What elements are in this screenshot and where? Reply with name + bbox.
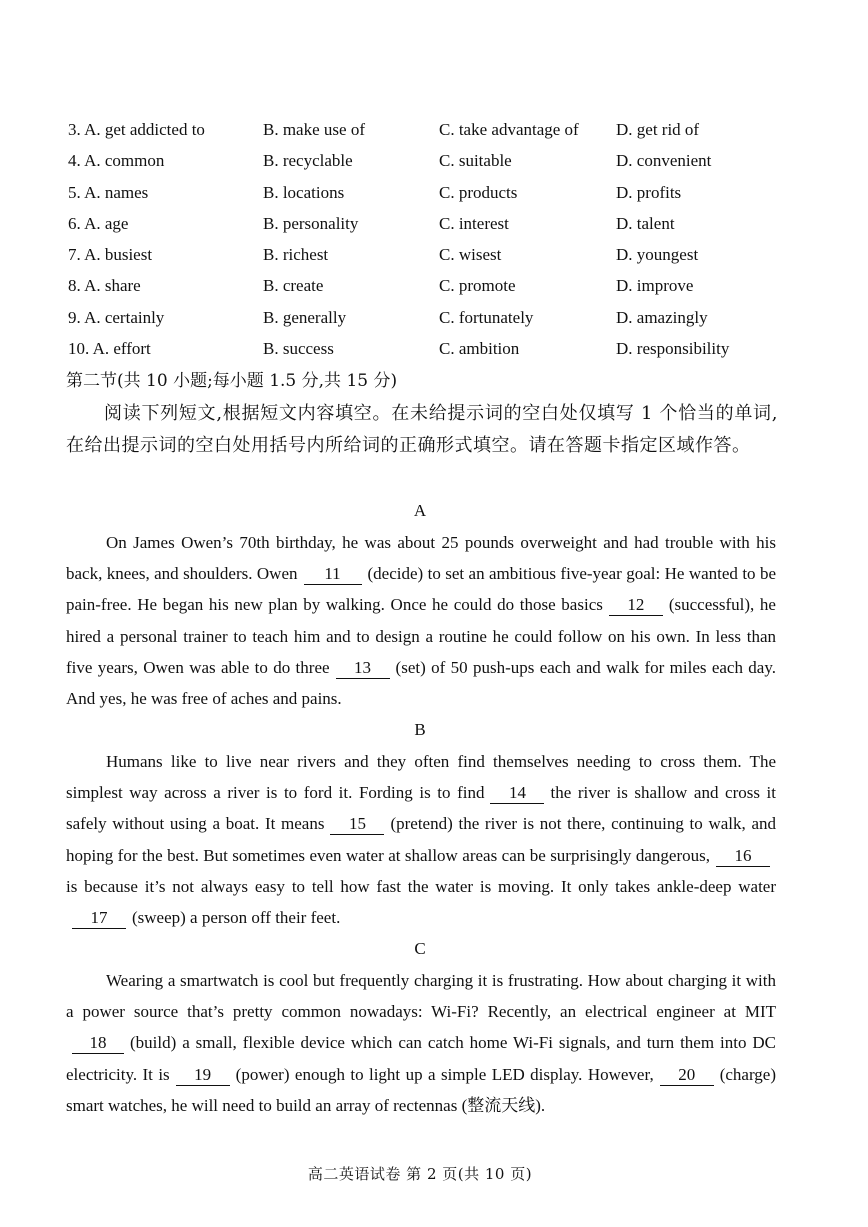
blank-13[interactable]: 13: [336, 658, 390, 679]
option-b: B. personality: [263, 213, 359, 233]
passage-c: [66, 965, 776, 1121]
option-c: C. interest: [439, 213, 509, 233]
option-a: 9. A. certainly: [68, 307, 165, 327]
blank-18[interactable]: 18: [72, 1033, 124, 1054]
passage-text: On James Owen’s 70th birthday, he was about 25 pounds overweight and had trouble with his back, knees, and shoulders. Owen: [66, 533, 776, 584]
option-a: 7. A. busiest: [68, 245, 153, 265]
passage-text: (pretend) the river is not there, continuing to walk, and hoping for the best. But sometimes even water at shallow areas can be surprisingly dangerous,: [66, 814, 776, 865]
blank-15[interactable]: 15: [330, 814, 384, 835]
option-b: B. richest: [263, 245, 329, 265]
option-b: B. locations: [263, 182, 345, 202]
page-footer: 高二英语试卷 第 2 页(共 10 页): [307, 1165, 533, 1183]
option-row: [68, 302, 808, 333]
option-c: C. promote: [439, 276, 516, 296]
option-row: [68, 114, 808, 145]
option-d: D. profits: [616, 182, 682, 202]
option-c: C. take advantage of: [439, 120, 579, 139]
passage-text: Humans like to live near rivers and they often find themselves needing to cross them. The simplest way across a river is to ford it. Fording is to find: [66, 752, 776, 803]
passage-text: Wearing a smartwatch is cool but frequently charging it is frustrating. How about charging it with a power source that’s pretty common nowadays: Wi-Fi? Recently, an electrical engineer at MIT: [66, 971, 776, 1022]
option-d: D. convenient: [616, 151, 712, 171]
option-d: D. talent: [616, 213, 675, 233]
option-d: D. responsibility: [616, 339, 730, 359]
option-d: D. improve: [616, 276, 694, 296]
passage-text: (sweep) a person off their feet.: [132, 908, 341, 928]
passage-text: (successful), he hired a personal trainer to teach him and to design a routine he could follow on his own. In less than five years, Owen was able to do three: [66, 595, 776, 677]
option-d: D. amazingly: [616, 307, 708, 327]
option-c: C. products: [439, 182, 518, 202]
option-c: C. suitable: [439, 151, 512, 171]
option-row: [68, 270, 808, 301]
passage-text: (decide) to set an ambitious five-year goal: He wanted to be pain-free. He began his new plan by walking. Once he could do those basics: [66, 564, 777, 615]
option-b: B. make use of: [263, 120, 365, 139]
options-table: [68, 114, 808, 364]
option-a: 6. A. age: [68, 213, 129, 233]
option-a: 8. A. share: [68, 276, 141, 296]
option-d: D. get rid of: [616, 120, 700, 139]
option-row: [68, 177, 808, 208]
option-a: 10. A. effort: [68, 339, 151, 359]
option-b: B. create: [263, 276, 324, 296]
option-row: [68, 239, 808, 270]
blank-12[interactable]: 12: [609, 595, 663, 616]
section-heading: 第二节(共 10 小题;每小题 1.5 分,共 15 分): [66, 371, 398, 391]
passage-b-letter: B: [414, 720, 426, 739]
passage-text: (power) enough to light up a simple LED display. However,: [235, 1064, 654, 1084]
blank-14[interactable]: 14: [490, 783, 544, 804]
blank-19[interactable]: 19: [176, 1065, 230, 1086]
option-a: 3. A. get addicted to: [68, 120, 205, 139]
option-row: [68, 333, 808, 364]
option-c: C. fortunately: [439, 307, 534, 327]
passage-text: is because it’s not always easy to tell how fast the water is moving. It only takes ankle-deep water: [66, 876, 776, 896]
option-row: [68, 145, 808, 176]
blank-17[interactable]: 17: [72, 908, 126, 929]
passage-text: (charge) smart watches, he will need to build an array of rectennas (整流天线).: [66, 1064, 777, 1115]
passage-a-letter: A: [413, 501, 427, 520]
blank-11[interactable]: 11: [304, 564, 362, 585]
option-b: B. recyclable: [263, 151, 353, 171]
passage-b: [66, 746, 776, 933]
option-row: [68, 208, 808, 239]
option-a: 5. A. names: [68, 182, 149, 202]
option-c: C. ambition: [439, 339, 520, 359]
passage-a: [66, 527, 776, 714]
option-c: C. wisest: [439, 245, 502, 265]
option-a: 4. A. common: [68, 151, 165, 171]
option-b: B. success: [263, 339, 334, 359]
blank-16[interactable]: 16: [716, 846, 770, 867]
passage-text: the river is shallow and cross it safely without using a boat. It means: [66, 783, 776, 834]
passage-text: (build) a small, flexible device which can catch home Wi-Fi signals, and turn them into DC electricity. It is: [66, 1033, 776, 1084]
section-instructions: 阅读下列短文,根据短文内容填空。在未给提示词的空白处仅填写 1 个恰当的单词,在给出提示词的空白处用括号内所给词的正确形式填空。请在答题卡指定区域作答。: [66, 403, 778, 456]
blank-20[interactable]: 20: [660, 1065, 714, 1086]
passage-text: (set) of 50 push-ups each and walk for miles each day. And yes, he was free of aches and pains.: [66, 657, 776, 709]
option-d: D. youngest: [616, 245, 699, 265]
option-b: B. generally: [263, 307, 347, 327]
passage-c-letter: C: [414, 939, 426, 958]
